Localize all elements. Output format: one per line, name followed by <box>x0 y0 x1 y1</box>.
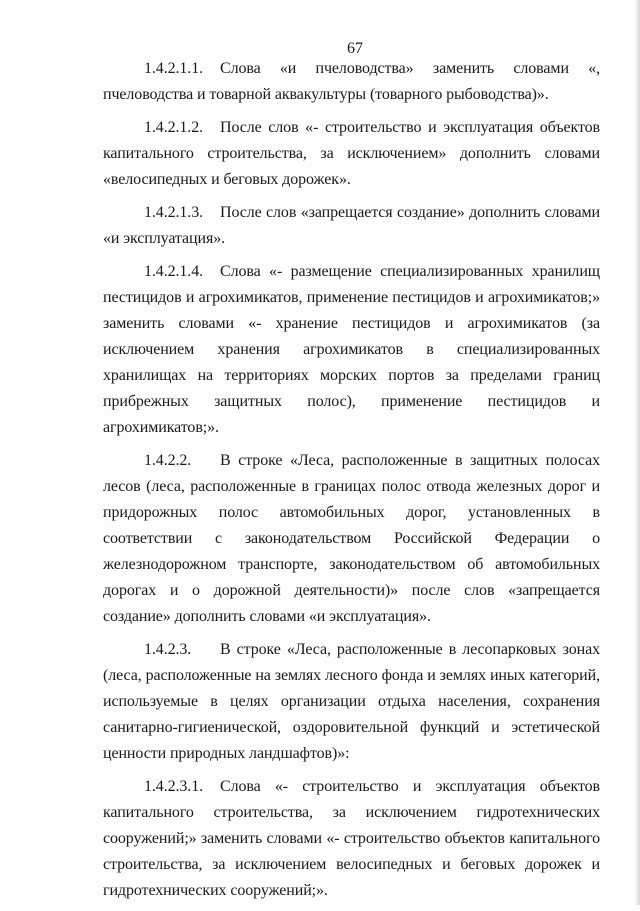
clause-number: 1.4.2.1.1. <box>144 60 204 77</box>
paragraph <box>103 259 600 441</box>
clause-text: В строке «Леса, расположенные в лесопарковых зонах (леса, расположенные на землях лесного фонда и землях иных категорий, используемые в целях организации отдыха населения, сохранения санитарно-гигиенической, оздоровительной функций и эстетической ценности природных ландшафтов)»: <box>103 641 600 762</box>
clause-text: После слов «запрещается создание» дополнить словами «и эксплуатация». <box>103 204 600 247</box>
paragraph <box>103 448 600 630</box>
paragraph <box>103 774 600 904</box>
paragraph <box>103 200 600 252</box>
clause-text: В строке «Леса, расположенные в защитных полосах лесов (леса, расположенные в границах полос отвода железных дорог и придорожных полос автомобильных дорог, установленных в соответствии с законодательством Российской Федерации о железнодорожном транспорте, законодательством об автомобильных дорогах и о дорожной деятельности)» после слов «запрещается создание» дополнить словами «и эксплуатация». <box>103 452 600 625</box>
document-body <box>103 56 600 911</box>
clause-number: 1.4.2.2. <box>144 452 192 469</box>
clause-text: Слова «и пчеловодства» заменить словами «, пчеловодства и товарной аквакультуры (товарного рыбоводства)». <box>103 60 600 103</box>
paragraph <box>103 637 600 767</box>
clause-number: 1.4.2.3. <box>144 641 192 658</box>
clause-text: Слова «- строительство и эксплуатация объектов капитального строительства, за исключением гидротехнических сооружений;» заменить словами «- строительство объектов капитального строительства, за исключением велосипедных и беговых дорожек и гидротехнических сооружений;». <box>103 778 600 899</box>
clause-text: Слова «- размещение специализированных хранилищ пестицидов и агрохимикатов, применение пестицидов и агрохимикатов;» заменить словами «- хранение пестицидов и агрохимикатов (за исключением хранения агрохимикатов в специализированных хранилищах на территориях морских портов за пределами границ прибрежных защитных полос), применение пестицидов и агрохимикатов;». <box>103 263 600 436</box>
clause-text: После слов «- строительство и эксплуатация объектов капитального строительства, за исключением» дополнить словами «велосипедных и беговых дорожек». <box>103 119 600 188</box>
page-number: 67 <box>347 40 363 57</box>
clause-number: 1.4.2.3.1. <box>144 778 204 795</box>
clause-number: 1.4.2.1.2. <box>144 119 204 136</box>
page-edge <box>634 0 640 905</box>
paragraph <box>103 56 600 108</box>
clause-number: 1.4.2.1.4. <box>144 263 204 280</box>
paragraph <box>103 115 600 193</box>
clause-number: 1.4.2.1.3. <box>144 204 204 221</box>
